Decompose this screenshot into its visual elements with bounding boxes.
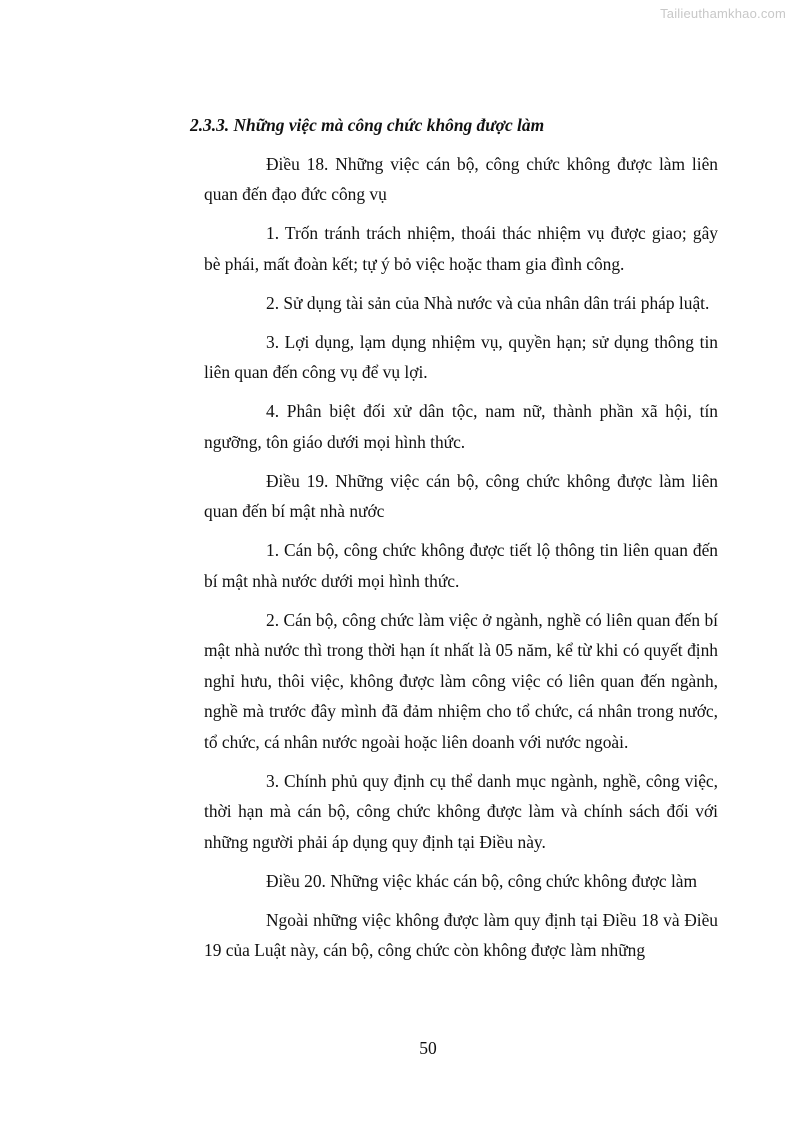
paragraph-article-20-title: Điều 20. Những việc khác cán bộ, công chức không được làm: [266, 870, 698, 891]
paragraph-article-18-item-4: 4. Phân biệt đối xử dân tộc, nam nữ, thành phần xã hội, tín ngưỡng, tôn giáo dưới mọi hình thức.: [204, 401, 718, 452]
page-number: 50: [419, 1038, 437, 1058]
paragraph-article-19-item-3: 3. Chính phủ quy định cụ thể danh mục ngành, nghề, công việc, thời hạn mà cán bộ, công chức không được làm và chính sách đối với những người phải áp dụng quy định tại Điều này.: [204, 770, 718, 852]
paragraph-article-19-item-1: 1. Cán bộ, công chức không được tiết lộ thông tin liên quan đến bí mật nhà nước dưới mọi hình thức.: [204, 540, 718, 591]
paragraph-article-20-body: Ngoài những việc không được làm quy định tại Điều 18 và Điều 19 của Luật này, cán bộ, công chức còn không được làm những: [204, 909, 718, 960]
paragraph-article-18-item-3: 3. Lợi dụng, lạm dụng nhiệm vụ, quyền hạn; sử dụng thông tin liên quan đến công vụ để vụ lợi.: [204, 331, 718, 382]
paragraph-article-18-item-2: 2. Sử dụng tài sản của Nhà nước và của nhân dân trái pháp luật.: [266, 292, 710, 313]
section-heading: 2.3.3. Những việc mà công chức không được làm: [190, 115, 545, 135]
paragraph-article-18-title: Điều 18. Những việc cán bộ, công chức không được làm liên quan đến đạo đức công vụ: [204, 153, 718, 204]
paragraph-article-19-item-2: 2. Cán bộ, công chức làm việc ở ngành, nghề có liên quan đến bí mật nhà nước thì trong thời hạn ít nhất là 05 năm, kể từ khi có quyết định nghỉ hưu, thôi việc, không được làm công việc có liên quan đến ngành, nghề mà trước đây mình đã đảm nhiệm cho tổ chức, cá nhân trong nước, tổ chức, cá nhân nước ngoài hoặc liên doanh với nước ngoài.: [204, 609, 718, 752]
paragraph-article-19-title: Điều 19. Những việc cán bộ, công chức không được làm liên quan đến bí mật nhà nước: [204, 470, 718, 521]
document-body: [190, 110, 718, 974]
paragraph-article-18-item-1: 1. Trốn tránh trách nhiệm, thoái thác nhiệm vụ được giao; gây bè phái, mất đoàn kết; tự ý bỏ việc hoặc tham gia đình công.: [204, 223, 718, 274]
watermark: Tailieuthamkhao.com: [660, 6, 786, 21]
